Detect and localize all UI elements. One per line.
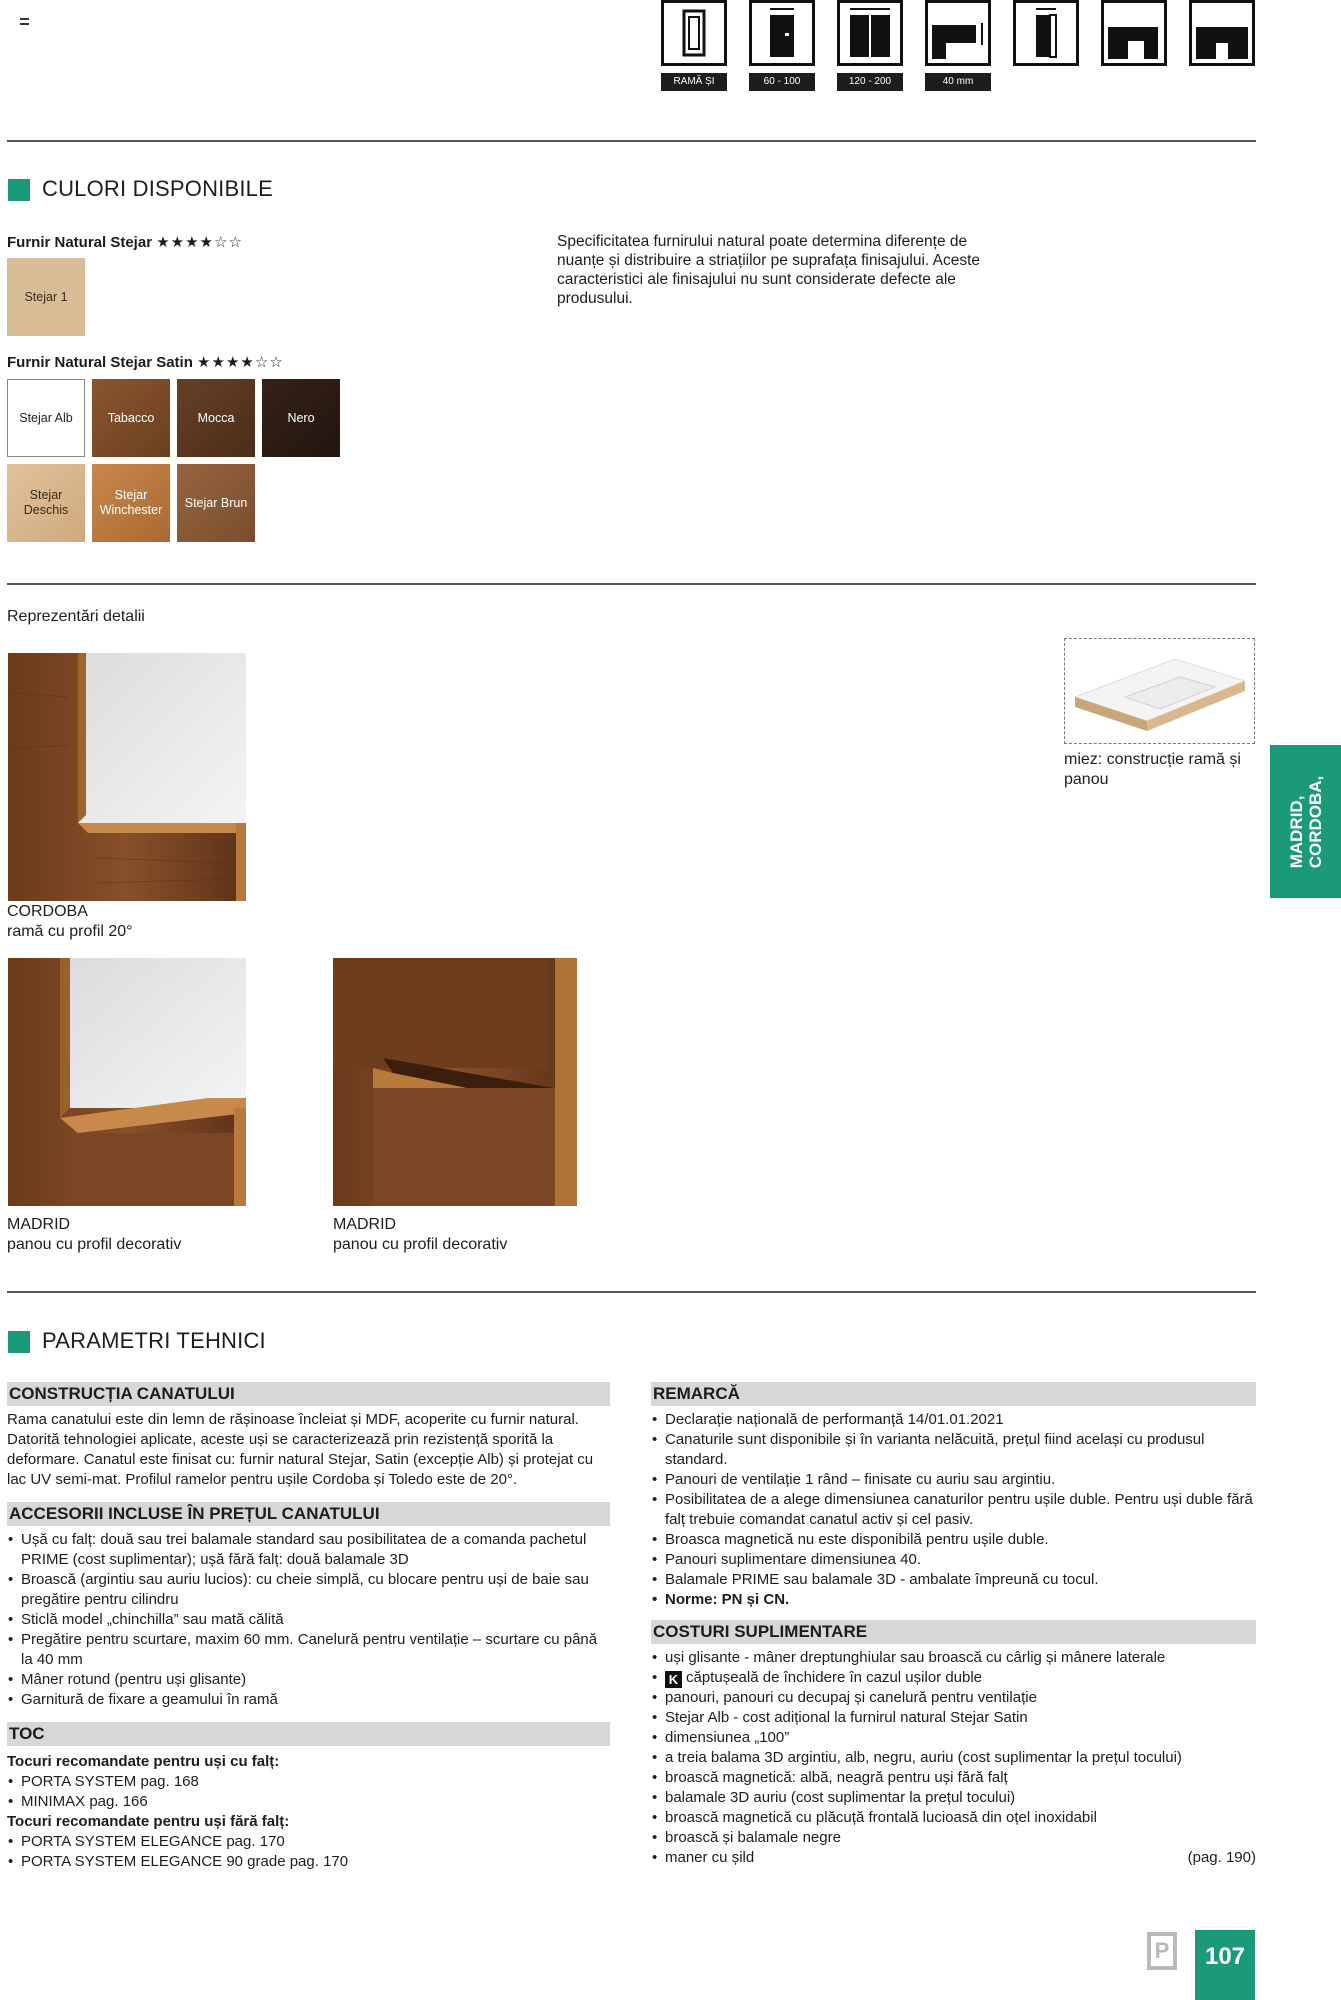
side-tab-line-1: MADRID, xyxy=(1286,795,1306,868)
list-item: • PORTA SYSTEM ELEGANCE pag. 170 xyxy=(7,1832,610,1852)
veneer-group-name: Furnir Natural Stejar xyxy=(7,234,153,251)
cordoba-model-name: CORDOBA xyxy=(7,903,88,920)
list-item: • maner cu șild (pag. 190) xyxy=(651,1848,1256,1868)
section-marker xyxy=(8,179,30,201)
swatch-nero: Nero xyxy=(262,379,340,457)
list-item: • uși glisante - mâner dreptunghiular sau broască cu cârlig și mânere laterale xyxy=(651,1648,1256,1668)
list-item: • PORTA SYSTEM ELEGANCE 90 grade pag. 170 xyxy=(7,1852,610,1872)
double-door-width-icon xyxy=(837,0,903,66)
list-item: • K căptușeală de închidere în cazul ușilor duble xyxy=(651,1668,1256,1688)
cordoba-caption xyxy=(7,902,133,942)
madrid-caption-2 xyxy=(333,1215,507,1255)
right-column xyxy=(651,1382,1256,1868)
tag-frame-panel: RAMĂ ȘI PANOU xyxy=(661,73,727,91)
tag-double-width: 120 - 200 xyxy=(837,73,903,91)
divider xyxy=(7,583,1256,585)
list-item: • Declarație națională de performanță 14/01.01.2021 xyxy=(651,1410,1256,1430)
remark-list xyxy=(651,1410,1256,1610)
list-item: • Broasca magnetică nu este disponibilă pentru ușile duble. xyxy=(651,1530,1256,1550)
veneer-group-title xyxy=(7,233,243,252)
toc-rebated-list xyxy=(7,1772,610,1812)
core-construction-image xyxy=(1064,638,1255,744)
toc-heading: TOC xyxy=(7,1722,610,1746)
list-item: • Mâner rotund (pentru uși glisante) xyxy=(7,1670,610,1690)
construction-heading: CONSTRUCȚIA CANATULUI xyxy=(7,1382,610,1406)
accessories-list xyxy=(7,1530,610,1710)
swatch-stejar-1: Stejar 1 xyxy=(7,258,85,336)
thickness-profile-icon xyxy=(925,0,991,66)
list-item: • panouri, panouri cu decupaj și canelură pentru ventilație xyxy=(651,1688,1256,1708)
list-item: • balamale 3D auriu (cost suplimentar la prețul tocului) xyxy=(651,1788,1256,1808)
divider xyxy=(7,140,1256,142)
side-tab-line-2: CORDOBA, xyxy=(1305,775,1325,868)
swatch-mocca: Mocca xyxy=(177,379,255,457)
list-item: • Ușă cu falț: două sau trei balamale standard sau posibilitatea de a comanda pachetul PRIME (cost suplimentar); ușă fără falț: două balamale 3D xyxy=(7,1530,610,1570)
k-badge-icon: K xyxy=(665,1671,682,1688)
list-item: • Stejar Alb - cost adițional la furnirul natural Stejar Satin xyxy=(651,1708,1256,1728)
cordoba-profile-desc: ramă cu profil 20° xyxy=(7,923,133,940)
madrid-detail-photo-2 xyxy=(333,958,577,1206)
costs-list xyxy=(651,1648,1256,1868)
tag-single-width: 60 - 100 xyxy=(749,73,815,91)
list-item: • Broască (argintiu sau auriu lucios): cu cheie simplă, cu blocare pentru uși de baie sau pregătire pentru cilindru xyxy=(7,1570,610,1610)
list-item: • Pregătire pentru scurtare, maxim 60 mm. Canelură pentru ventilație – scurtare cu până la 40 mm xyxy=(7,1630,610,1670)
frame-width-icon xyxy=(1013,0,1079,66)
tag-thickness: 40 mm xyxy=(925,73,991,91)
left-column xyxy=(7,1382,610,1872)
core-construction-caption: miez: construcție ramă și panou xyxy=(1064,751,1241,788)
cordoba-detail-photo xyxy=(8,653,246,901)
page-number: 107 xyxy=(1195,1930,1255,2000)
list-item: • Sticlă model „chinchilla” sau mată călită xyxy=(7,1610,610,1630)
section-marker xyxy=(8,1331,30,1353)
list-item: • a treia balama 3D argintiu, alb, negru, auriu (cost suplimentar la prețul tocului) xyxy=(651,1748,1256,1768)
details-title: Reprezentări detalii xyxy=(7,608,145,625)
construction-text: Rama canatului este din lemn de rășinoase încleiat și MDF, acoperite cu furnir natural. Datorită tehnologiei aplicate, aceste uși se caracterizează prin rezistență sporită la deformare. Canatul este finisat cu: furnir natural Stejar, Satin (excepție Alb) și protejat cu lac UV semi-mat. Profilul ramelor pentru ușile Cordoba și Toledo este de 20°. xyxy=(7,1411,594,1488)
toc-rebated-label: Tocuri recomandate pentru uși cu falț: xyxy=(7,1753,280,1770)
accessories-heading: ACCESORII INCLUSE ÎN PREȚUL CANATULUI xyxy=(7,1502,610,1526)
swatch-stejar-deschis: Stejar Deschis xyxy=(7,464,85,542)
rating-stars: ★★★★☆☆ xyxy=(156,234,243,251)
single-door-width-icon xyxy=(749,0,815,66)
list-item: • broască magnetică cu plăcuță frontală lucioasă din oțel inoxidabil xyxy=(651,1808,1256,1828)
rebated-profile-icon xyxy=(1101,0,1167,66)
costs-heading: COSTURI SUPLIMENTARE xyxy=(651,1620,1256,1644)
list-item: • broască magnetică: albă, neagră pentru uși fără falț xyxy=(651,1768,1256,1788)
corner-mark xyxy=(20,18,29,25)
list-item: • Garnitură de fixare a geamului în ramă xyxy=(7,1690,610,1710)
section-title-colors: CULORI DISPONIBILE xyxy=(42,176,273,201)
list-item: • MINIMAX pag. 166 xyxy=(7,1792,610,1812)
veneer-group-title xyxy=(7,353,284,372)
list-item: • PORTA SYSTEM pag. 168 xyxy=(7,1772,610,1792)
side-tab xyxy=(1270,745,1341,898)
swatch-tabacco: Tabacco xyxy=(92,379,170,457)
remark-heading: REMARCĂ xyxy=(651,1382,1256,1406)
rating-stars: ★★★★☆☆ xyxy=(197,354,284,371)
frame-panel-door-icon xyxy=(661,0,727,66)
madrid-profile-desc: panou cu profil decorativ xyxy=(333,1236,508,1253)
swatch-stejar-winchester: Stejar Winchester xyxy=(92,464,170,542)
non-rebated-profile-icon xyxy=(1189,0,1255,66)
list-item: • Panouri suplimentare dimensiunea 40. xyxy=(651,1550,1256,1570)
list-item: • dimensiunea „100” xyxy=(651,1728,1256,1748)
veneer-group-name: Furnir Natural Stejar Satin xyxy=(7,354,193,371)
list-item: • Posibilitatea de a alege dimensiunea canaturilor pentru ușile duble. Pentru uși duble fără falț trebuie comandat canatul activ și cel pasiv. xyxy=(651,1490,1256,1530)
brand-logo-icon: P xyxy=(1147,1932,1177,1970)
madrid-model-name: MADRID xyxy=(7,1216,71,1233)
list-item: • Balamale PRIME sau balamale 3D - ambalate împreună cu tocul. xyxy=(651,1570,1256,1590)
list-item: • Panouri de ventilație 1 rând – finisate cu auriu sau argintiu. xyxy=(651,1470,1256,1490)
list-item: • broască și balamale negre xyxy=(651,1828,1256,1848)
toc-nonrebated-list xyxy=(7,1832,610,1872)
madrid-detail-photo-1 xyxy=(8,958,246,1206)
divider xyxy=(7,1291,1256,1293)
list-item: • Norme: PN și CN. xyxy=(651,1590,1256,1610)
section-title-params: PARAMETRI TEHNICI xyxy=(42,1328,266,1353)
page-reference: (pag. 190) xyxy=(1187,1849,1256,1866)
madrid-profile-desc: panou cu profil decorativ xyxy=(7,1236,182,1253)
swatch-stejar-brun: Stejar Brun xyxy=(177,464,255,542)
veneer-note: Specificitatea furnirului natural poate determina diferențe de nuanțe și distribuire a striațiilor pe suprafața finisajului. Aceste caracteristici ale finisajului nu sunt considerate defecte ale produsului. xyxy=(557,233,981,307)
madrid-model-name: MADRID xyxy=(333,1216,397,1233)
list-item: • Canaturile sunt disponibile și în varianta nelăcuită, prețul fiind același cu produsul standard. xyxy=(651,1430,1256,1470)
toc-nonrebated-label: Tocuri recomandate pentru uși fără falț: xyxy=(7,1813,290,1830)
madrid-caption-1 xyxy=(7,1215,181,1255)
swatch-stejar-alb: Stejar Alb xyxy=(7,379,85,457)
